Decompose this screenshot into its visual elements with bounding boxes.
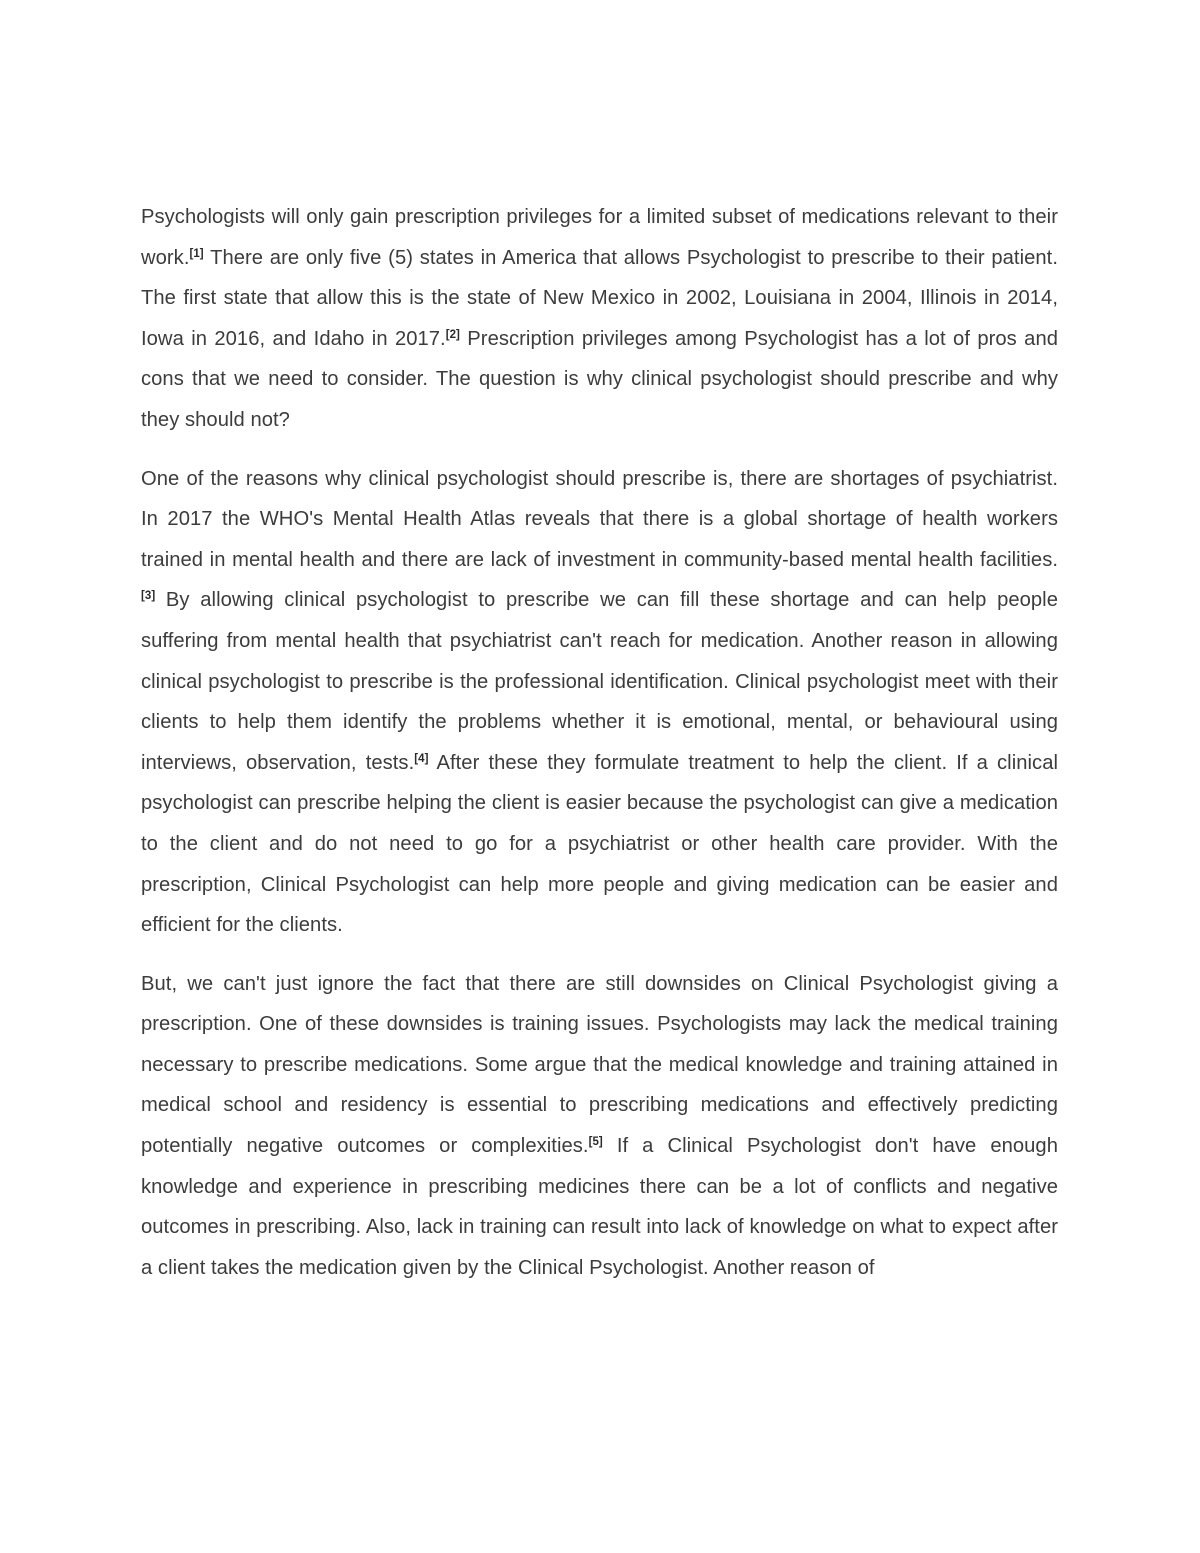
footnote-ref-3[interactable]: [3]	[141, 590, 156, 603]
footnote-ref-2[interactable]: [2]	[445, 328, 460, 341]
paragraph-text: Psychologists will only gain prescription privileges for a limited subset of medications relevant to their work.	[141, 206, 1058, 269]
paragraph-text: By allowing clinical psychologist to prescribe we can fill these shortage and can help people suffering from mental health that psychiatrist can't reach for medication. Another reason in allowing clinical psychologist to prescribe is the professional identification. Clinical psychologist meet with their clients to help them identify the problems whether it is emotional, mental, or behavioural using interviews, observation, tests.	[141, 589, 1058, 774]
paragraph-text: Prescription privileges among Psychologist has a lot of pros and cons that we need to consider. The question is why clinical psychologist should prescribe and why they should not?	[141, 327, 1058, 431]
footnote-ref-5[interactable]: [5]	[588, 1135, 603, 1148]
paragraph-2	[141, 459, 1058, 946]
footnote-ref-1[interactable]: [1]	[189, 247, 204, 260]
paragraph-text: There are only five (5) states in America that allows Psychologist to prescribe to their patient. The first state that allow this is the state of New Mexico in 2002, Louisiana in 2004, Illinois in 2014, Iowa in 2016, and Idaho in 2017.	[141, 246, 1058, 350]
paragraph-text: One of the reasons why clinical psychologist should prescribe is, there are shortages of psychiatrist. In 2017 the WHO's Mental Health Atlas reveals that there is a global shortage of health workers trained in mental health and there are lack of investment in community-based mental health facilities.	[141, 467, 1058, 571]
document-body	[141, 197, 1058, 1306]
paragraph-text: But, we can't just ignore the fact that there are still downsides on Clinical Psychologist giving a prescription. One of these downsides is training issues. Psychologists may lack the medical training necessary to prescribe medications. Some argue that the medical knowledge and training attained in medical school and residency is essential to prescribing medications and effectively predicting potentially negative outcomes or complexities.	[141, 972, 1058, 1158]
paragraph-3	[141, 964, 1058, 1289]
footnote-ref-4[interactable]: [4]	[414, 752, 429, 765]
paragraph-text: If a Clinical Psychologist don't have enough knowledge and experience in prescribing medicines there can be a lot of conflicts and negative outcomes in prescribing. Also, lack in training can result into lack of knowledge on what to expect after a client takes the medication given by the Clinical Psychologist. Another reason of	[141, 1135, 1058, 1279]
paragraph-1	[141, 197, 1058, 441]
paragraph-text: After these they formulate treatment to help the client. If a clinical psychologist can prescribe helping the client is easier because the psychologist can give a medication to the client and do not need to go for a psychiatrist or other health care provider. With the prescription, Clinical Psychologist can help more people and giving medication can be easier and efficient for the clients.	[141, 751, 1059, 937]
